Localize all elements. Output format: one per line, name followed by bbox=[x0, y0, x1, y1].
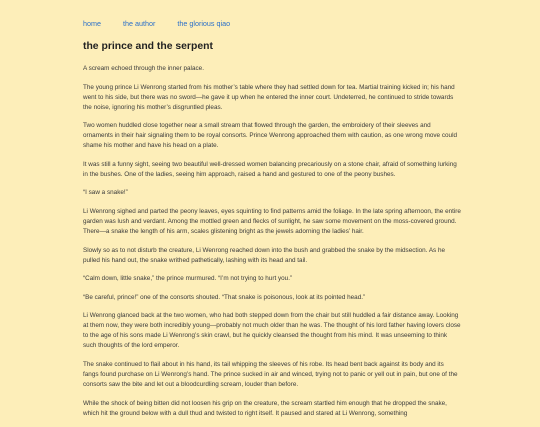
story-paragraph: The snake continued to flail about in his hand, its tail whipping the sleeves of his robe. Its head bent back against its body and its fangs found purchase on Li Wenrong’s hand. The prince sucked in air and winced, trying not to panic or yell out in pain, but one of the consorts saw the bite and let out a bloodcurdling scream, louder than before. bbox=[83, 360, 458, 388]
nav-link-home[interactable]: home bbox=[83, 19, 101, 28]
nav-link-the-glorious-qiao[interactable]: the glorious qiao bbox=[177, 19, 231, 28]
story-paragraph: Li Wenrong glanced back at the two women, who had both stepped down from the chair but still huddled a fair distance away. Looking at them now, they were both incredibly young—probably not much older than he was. The thought of his lord father having lovers close to the age of his sons made Li Wenrong’s skin crawl, but he quickly cleansed the thought from his mind. It was unseeming to think such thoughts of the lord emperor. bbox=[83, 312, 461, 350]
story-paragraph: “I saw a snake!” bbox=[83, 189, 128, 197]
story-paragraph: “Be careful, prince!” one of the consorts shouted. “That snake is poisonous, look at its pointed head.” bbox=[83, 293, 366, 301]
page-title: the prince and the serpent bbox=[83, 41, 213, 52]
story-body bbox=[83, 64, 461, 419]
story-paragraph: It was still a funny sight, seeing two beautiful well-dressed women balancing precariously on a stone chair, afraid of something lurking in the bushes. One of the ladies, seeing him approach, raised a hand and gestured to one of the peony bushes. bbox=[83, 160, 457, 178]
story-paragraph: The young prince Li Wenrong started from his mother’s table where they had settled down for tea. Martial training kicked in; his hand went to his side, but there was no sword—he gave it up when he entered the inner court. Undeterred, he continued to stride towards the noise, ignoring his mother’s disgruntled pleas. bbox=[83, 83, 455, 111]
story-paragraph: Slowly so as to not disturb the creature, Li Wenrong reached down into the bush and grabbed the snake by the midsection. As he pulled his hand out, the snake writhed pathetically, lashing with its head and tail. bbox=[83, 246, 446, 264]
nav-link-the-author[interactable]: the author bbox=[122, 19, 156, 28]
story-paragraph: A scream echoed through the inner palace. bbox=[83, 65, 204, 72]
top-nav bbox=[83, 19, 461, 29]
story-paragraph: While the shock of being bitten did not loosen his grip on the creature, the scream startled him enough that he dropped the snake, which hit the ground below with a dull thud and twisted to right itself. It paused and stared at Li Wenrong, something bbox=[83, 399, 447, 417]
story-paragraph: “Calm down, little snake,” the prince murmured. “I’m not trying to hurt you.” bbox=[83, 275, 293, 283]
main-content bbox=[83, 0, 461, 427]
story-paragraph: Two women huddled close together near a small stream that flowed through the garden, the embroidery of their sleeves and ornaments in their hair signaling them to be royal consorts. Prince Wenrong approached them with caution, as one wrong move could shame his mother and have his head on a plate. bbox=[83, 122, 458, 150]
story-paragraph: Li Wenrong sighed and parted the peony leaves, eyes squinting to find patterns amid the foliage. In the late spring afternoon, the entire garden was lush and verdant. Among the mottled green and flecks of sunlight, he saw some movement on the moss-covered ground. There—a snake the length of his arm, scales glistening bright as the jewels adorning the ladies’ hair. bbox=[83, 207, 461, 235]
